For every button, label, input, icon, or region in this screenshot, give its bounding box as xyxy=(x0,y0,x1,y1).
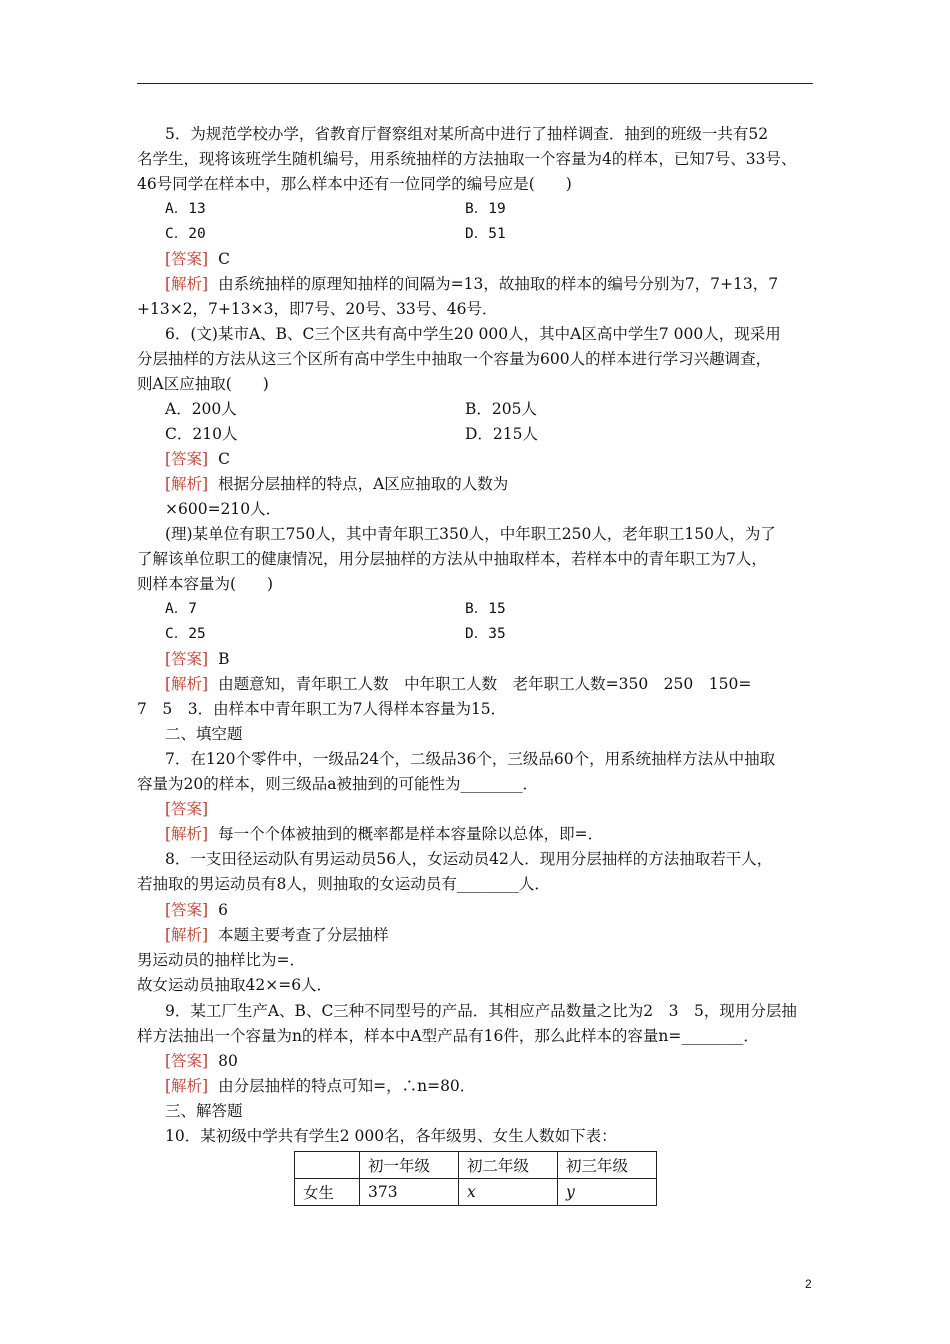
analysis-tag: [解析] xyxy=(165,275,209,293)
q5-line-2: 名学生，现将该班学生随机编号，用系统抽样的方法抽取一个容量为4的样本，已知7号、33号、 xyxy=(137,150,797,168)
answer-tag: [答案] xyxy=(165,450,209,468)
q9-answer-row xyxy=(165,1051,238,1071)
q7-analysis-row xyxy=(165,824,603,844)
q6w-option-a: A．200人 xyxy=(165,400,237,418)
analysis-tag: [解析] xyxy=(165,475,209,493)
q6l-analysis-2: 7 5 3．由样本中青年职工为7人得样本容量为15． xyxy=(137,700,507,718)
q6w-answer-row xyxy=(165,449,230,469)
table-header-cell: 初二年级 xyxy=(459,1152,558,1179)
answer-tag: [答案] xyxy=(165,250,209,268)
q7-line-1: 7．在120个零件中，一级品24个，二级品36个，三级品60个，用系统抽样方法从中抽取 xyxy=(165,750,776,768)
q6l-analysis-1: 由题意知，青年职工人数 中年职工人数 老年职工人数=350 250 150= xyxy=(218,675,752,693)
section-fill-in-title: 二、填空题 xyxy=(165,725,243,743)
table-cell xyxy=(558,1179,657,1206)
section-solve-title: 三、解答题 xyxy=(165,1102,243,1120)
q8-answer: 6 xyxy=(218,901,228,919)
q9-line-1: 9．某工厂生产A、B、C三种不同型号的产品．其相应产品数量之比为2 3 5，现用分层抽 xyxy=(165,1002,797,1020)
q6w-analysis-row xyxy=(165,474,508,494)
table-header-row xyxy=(295,1152,657,1179)
q9-analysis-1: 由分层抽样的特点可知=，∴n=80． xyxy=(218,1077,476,1095)
q8-line-2: 若抽取的男运动员有8人，则抽取的女运动员有________人． xyxy=(137,875,550,893)
header-rule xyxy=(137,83,813,84)
table-cell: 373 xyxy=(360,1179,459,1206)
q6l-option-b: B．15 xyxy=(465,601,506,617)
q5-analysis-row xyxy=(165,274,778,294)
analysis-tag: [解析] xyxy=(165,1077,209,1095)
page-number: 2 xyxy=(805,1277,812,1291)
q5-answer-row xyxy=(165,249,230,269)
q5-option-d: D．51 xyxy=(465,226,506,242)
q6l-option-a: A．7 xyxy=(165,601,197,617)
table-cell: 女生 xyxy=(295,1179,360,1206)
q6w-option-b: B．205人 xyxy=(465,400,537,418)
table-header-cell: 初三年级 xyxy=(558,1152,657,1179)
q6w-analysis-2: ×600=210人． xyxy=(165,500,282,518)
q7-analysis-1: 每一个个体被抽到的概率都是样本容量除以总体，即=． xyxy=(218,825,604,843)
q8-line-1: 8．一支田径运动队有男运动员56人，女运动员42人．现用分层抽样的方法抽取若干人， xyxy=(165,850,773,868)
q6w-line-1: 6．(文)某市A、B、C三个区共有高中学生20 000人，其中A区高中学生7 000人，现采用 xyxy=(165,325,781,343)
q8-answer-row xyxy=(165,900,228,920)
q5-answer: C xyxy=(218,250,230,268)
q8-analysis-row xyxy=(165,925,389,945)
q9-line-2: 样方法抽出一个容量为n的样本，样本中A型产品有16件，那么此样本的容量n=________． xyxy=(137,1027,759,1045)
q5-option-a: A．13 xyxy=(165,201,206,217)
analysis-tag: [解析] xyxy=(165,675,209,693)
q5-option-b: B．19 xyxy=(465,201,506,217)
answer-tag: [答案] xyxy=(165,800,209,818)
answer-tag: [答案] xyxy=(165,901,209,919)
table-cell xyxy=(459,1179,558,1206)
table-header-cell: 初一年级 xyxy=(360,1152,459,1179)
q5-line-1: 5．为规范学校办学，省教育厅督察组对某所高中进行了抽样调查．抽到的班级一共有52 xyxy=(165,125,769,143)
table-row xyxy=(295,1179,657,1206)
answer-tag: [答案] xyxy=(165,650,209,668)
q5-option-c: C．20 xyxy=(165,226,206,242)
analysis-tag: [解析] xyxy=(165,825,209,843)
q8-analysis-1: 本题主要考查了分层抽样 xyxy=(218,926,389,944)
table-header-cell xyxy=(295,1152,360,1179)
answer-tag: [答案] xyxy=(165,1052,209,1070)
table-cell-var: y xyxy=(566,1183,575,1201)
q6w-answer: C xyxy=(218,450,230,468)
q6l-answer-row xyxy=(165,649,230,669)
q6l-line-2: 了解该单位职工的健康情况，用分层抽样的方法从中抽取样本，若样本中的青年职工为7人， xyxy=(137,550,767,568)
q6w-line-3: 则A区应抽取( ) xyxy=(137,375,269,393)
q6l-analysis-row xyxy=(165,674,751,694)
q6w-analysis-1: 根据分层抽样的特点，A区应抽取的人数为 xyxy=(218,475,509,493)
q5-analysis-2: +13×2，7+13×3，即7号、20号、33号、46号． xyxy=(137,300,498,318)
q6l-option-d: D．35 xyxy=(465,626,506,642)
q7-answer-row xyxy=(165,799,218,819)
q6w-option-c: C．210人 xyxy=(165,425,238,443)
q8-analysis-2: 男运动员的抽样比为=． xyxy=(137,951,305,969)
q6l-answer: B xyxy=(218,650,230,668)
q5-line-3: 46号同学在样本中，那么样本中还有一位同学的编号应是( ) xyxy=(137,175,572,193)
q9-analysis-row xyxy=(165,1076,475,1096)
q10-line-1: 10．某初级中学共有学生2 000名，各年级男、女生人数如下表： xyxy=(165,1127,617,1145)
q7-line-2: 容量为20的样本，则三级品a被抽到的可能性为________． xyxy=(137,775,538,793)
q6w-line-2: 分层抽样的方法从这三个区所有高中学生中抽取一个容量为600人的样本进行学习兴趣调查， xyxy=(137,350,772,368)
q9-answer: 80 xyxy=(218,1052,238,1070)
q5-analysis-1: 由系统抽样的原理知抽样的间隔为=13，故抽取的样本的编号分别为7，7+13，7 xyxy=(218,275,779,293)
table-cell-var: x xyxy=(467,1183,476,1201)
q8-analysis-3: 故女运动员抽取42×=6人． xyxy=(137,976,333,994)
analysis-tag: [解析] xyxy=(165,926,209,944)
q6l-line-1: (理)某单位有职工750人，其中青年职工350人，中年职工250人，老年职工150人，为了 xyxy=(165,525,776,543)
q6w-option-d: D．215人 xyxy=(465,425,539,443)
q6l-line-3: 则样本容量为( ) xyxy=(137,575,274,593)
q6l-option-c: C．25 xyxy=(165,626,206,642)
grade-table xyxy=(294,1151,657,1206)
